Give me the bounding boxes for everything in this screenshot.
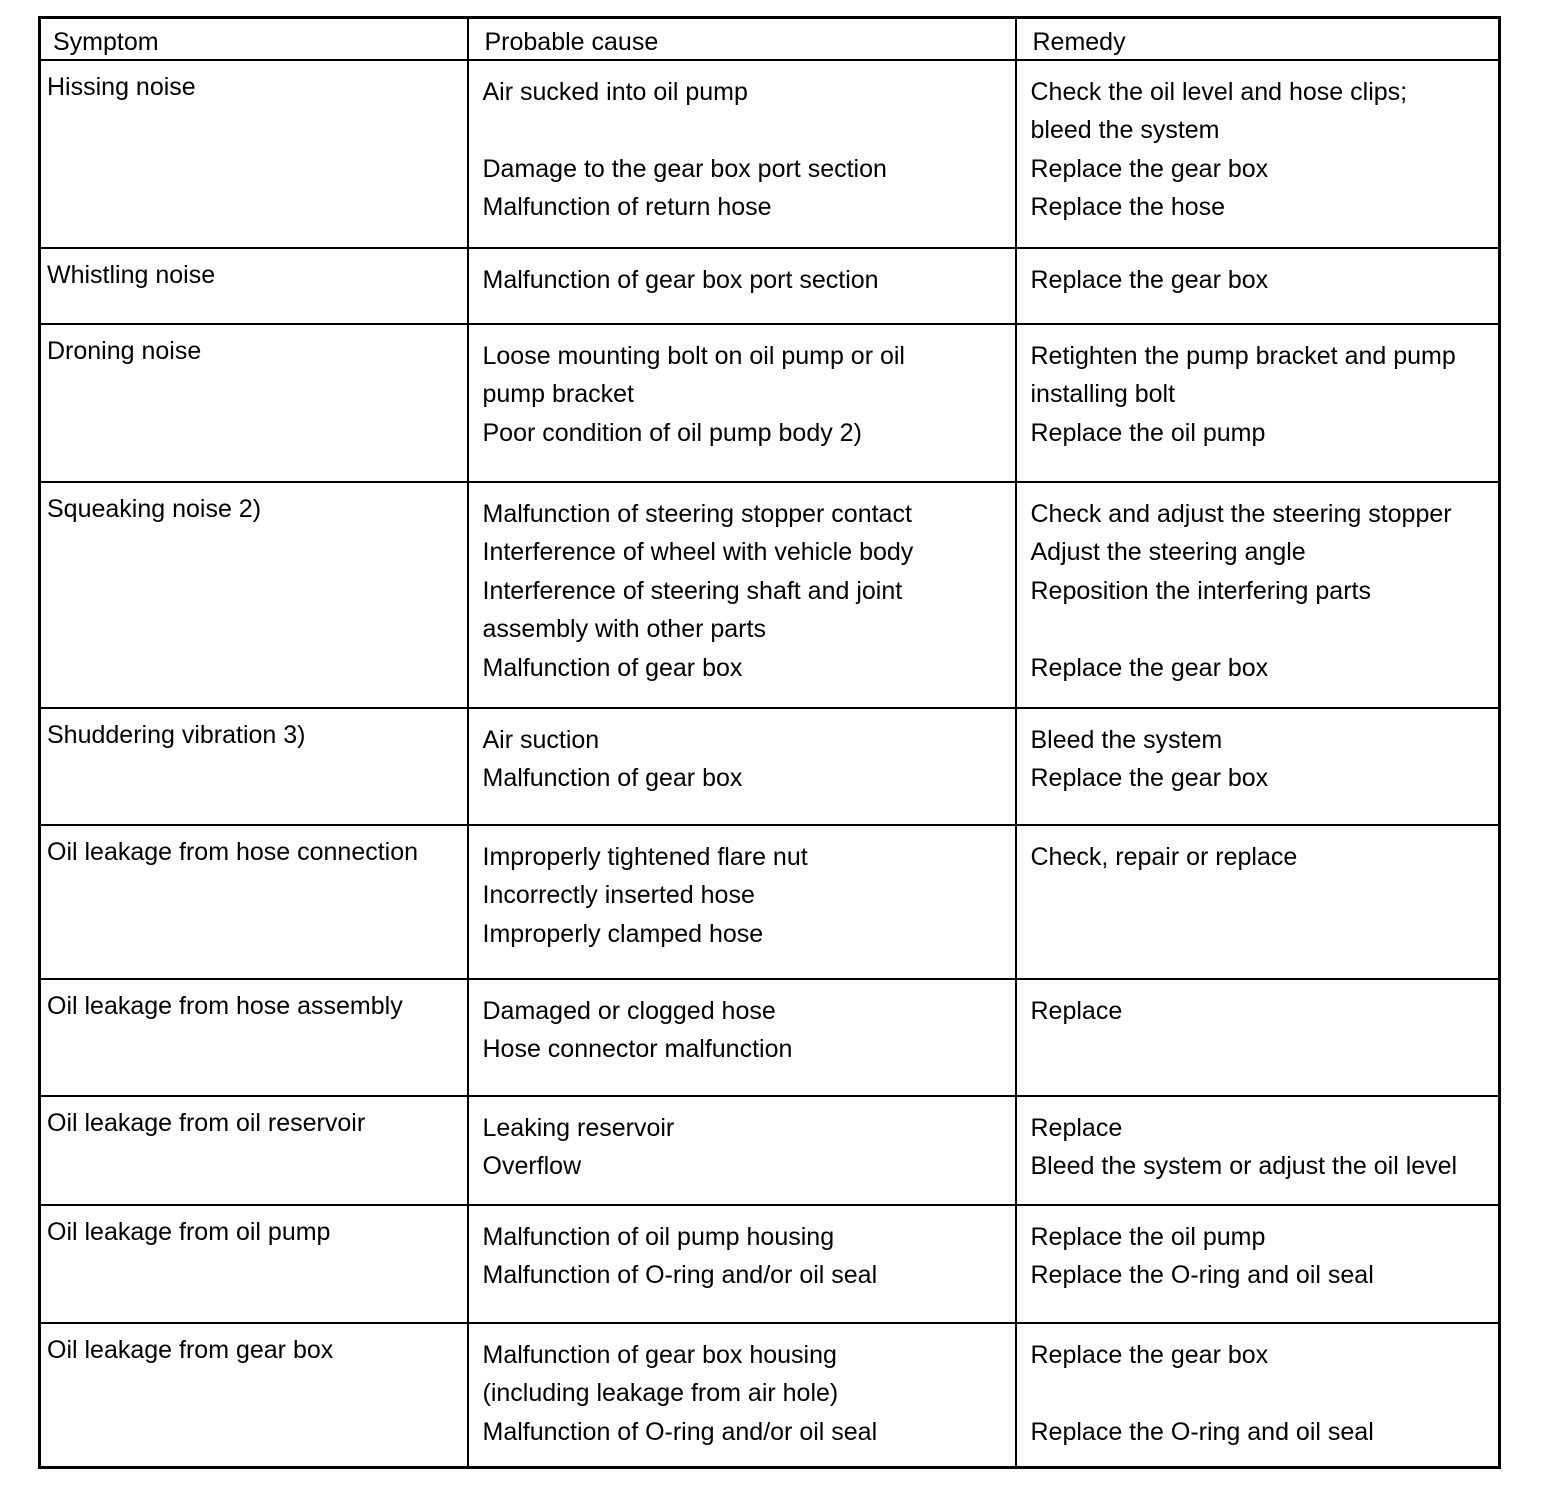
probable-cause-line: Overflow bbox=[482, 1152, 582, 1181]
probable-cause-line: Damaged or clogged hose bbox=[482, 996, 776, 1025]
symptom-cell: Oil leakage from oil reservoir bbox=[40, 1096, 468, 1205]
remedy-line: Reposition the interfering parts bbox=[1030, 576, 1371, 605]
probable-cause-line: Hose connector malfunction bbox=[482, 1035, 793, 1064]
probable-cause-line: Improperly clamped hose bbox=[482, 919, 764, 948]
remedy-line: bleed the system bbox=[1030, 116, 1220, 145]
remedy-line: Replace the gear box bbox=[1030, 653, 1269, 682]
table-row bbox=[40, 324, 1500, 482]
probable-cause-cell bbox=[468, 825, 1016, 979]
probable-cause-line: pump bracket bbox=[482, 380, 634, 409]
probable-cause-line: Malfunction of gear box bbox=[482, 764, 743, 793]
header-probable-cause: Probable cause bbox=[468, 18, 1016, 60]
probable-cause-cell bbox=[468, 248, 1016, 324]
remedy-cell bbox=[1016, 825, 1500, 979]
symptom-cell: Shuddering vibration 3) bbox=[40, 708, 468, 825]
probable-cause-line: Improperly tightened flare nut bbox=[482, 842, 808, 871]
remedy-line: Replace the O-ring and oil seal bbox=[1030, 1261, 1374, 1290]
symptom-cell: Oil leakage from oil pump bbox=[40, 1205, 468, 1323]
probable-cause-line: Malfunction of O-ring and/or oil seal bbox=[482, 1417, 878, 1446]
remedy-line: Bleed the system or adjust the oil level bbox=[1030, 1152, 1458, 1181]
remedy-line: Replace the gear box bbox=[1030, 154, 1269, 183]
probable-cause-line: Interference of steering shaft and joint bbox=[482, 576, 903, 605]
probable-cause-line: Air suction bbox=[482, 725, 600, 754]
probable-cause-line: Leaking reservoir bbox=[482, 1113, 675, 1142]
remedy-cell bbox=[1016, 248, 1500, 324]
probable-cause-line: assembly with other parts bbox=[482, 615, 766, 644]
probable-cause-line: Interference of wheel with vehicle body bbox=[482, 538, 914, 567]
remedy-line bbox=[1031, 610, 1491, 649]
table-row bbox=[40, 60, 1500, 248]
table-row bbox=[40, 979, 1500, 1096]
remedy-line: Bleed the system bbox=[1030, 725, 1223, 754]
remedy-line: Replace the hose bbox=[1030, 193, 1226, 222]
remedy-cell bbox=[1016, 482, 1500, 708]
remedy-line: Adjust the steering angle bbox=[1030, 538, 1306, 567]
symptom-cell: Droning noise bbox=[40, 324, 468, 482]
remedy-cell bbox=[1016, 1323, 1500, 1468]
remedy-cell bbox=[1016, 979, 1500, 1096]
symptom-cell: Oil leakage from hose assembly bbox=[40, 979, 468, 1096]
remedy-line: Check the oil level and hose clips; bbox=[1030, 77, 1408, 106]
probable-cause-line bbox=[483, 111, 1007, 150]
remedy-line: Replace the oil pump bbox=[1030, 418, 1266, 447]
remedy-line: Replace bbox=[1030, 1113, 1123, 1142]
remedy-line: Replace the O-ring and oil seal bbox=[1030, 1417, 1374, 1446]
probable-cause-line: Air sucked into oil pump bbox=[482, 77, 748, 106]
remedy-line: Replace the gear box bbox=[1030, 265, 1269, 294]
table-row bbox=[40, 1096, 1500, 1205]
probable-cause-line: Malfunction of O-ring and/or oil seal bbox=[482, 1261, 878, 1290]
table-body bbox=[40, 60, 1500, 1468]
symptom-cell: Hissing noise bbox=[40, 60, 468, 248]
probable-cause-cell bbox=[468, 60, 1016, 248]
remedy-cell bbox=[1016, 1096, 1500, 1205]
probable-cause-line: Malfunction of gear box bbox=[482, 653, 743, 682]
remedy-line: Check and adjust the steering stopper bbox=[1030, 499, 1452, 528]
probable-cause-line: Incorrectly inserted hose bbox=[482, 881, 755, 910]
probable-cause-line: Malfunction of gear box port section bbox=[482, 265, 879, 294]
probable-cause-cell bbox=[468, 1323, 1016, 1468]
symptom-cell: Oil leakage from hose connection bbox=[40, 825, 468, 979]
remedy-line: Replace bbox=[1030, 996, 1123, 1025]
remedy-cell bbox=[1016, 60, 1500, 248]
symptom-cell: Whistling noise bbox=[40, 248, 468, 324]
table-row bbox=[40, 482, 1500, 708]
symptom-cell: Oil leakage from gear box bbox=[40, 1323, 468, 1468]
probable-cause-line: Loose mounting bolt on oil pump or oil bbox=[482, 341, 905, 370]
troubleshooting-table bbox=[38, 16, 1501, 1469]
probable-cause-line: Poor condition of oil pump body 2) bbox=[482, 418, 862, 447]
probable-cause-line: Malfunction of gear box housing bbox=[482, 1340, 837, 1369]
remedy-cell bbox=[1016, 1205, 1500, 1323]
probable-cause-cell bbox=[468, 482, 1016, 708]
remedy-cell bbox=[1016, 708, 1500, 825]
probable-cause-line: Malfunction of oil pump housing bbox=[482, 1222, 835, 1251]
remedy-line: Replace the gear box bbox=[1030, 764, 1269, 793]
remedy-line: Retighten the pump bracket and pump bbox=[1030, 341, 1456, 370]
table-row bbox=[40, 248, 1500, 324]
table-row bbox=[40, 1205, 1500, 1323]
remedy-line: Replace the oil pump bbox=[1030, 1222, 1266, 1251]
header-remedy: Remedy bbox=[1016, 18, 1500, 60]
table-row bbox=[40, 1323, 1500, 1468]
probable-cause-cell bbox=[468, 1205, 1016, 1323]
remedy-line: installing bolt bbox=[1030, 380, 1176, 409]
remedy-cell bbox=[1016, 324, 1500, 482]
probable-cause-cell bbox=[468, 1096, 1016, 1205]
probable-cause-line: Malfunction of steering stopper contact bbox=[482, 499, 912, 528]
table-row bbox=[40, 825, 1500, 979]
header-row bbox=[40, 18, 1500, 60]
table-row bbox=[40, 708, 1500, 825]
remedy-line: Check, repair or replace bbox=[1030, 842, 1298, 871]
probable-cause-cell bbox=[468, 979, 1016, 1096]
header-symptom: Symptom bbox=[40, 18, 468, 60]
probable-cause-cell bbox=[468, 324, 1016, 482]
probable-cause-line: (including leakage from air hole) bbox=[482, 1379, 839, 1408]
probable-cause-line: Damage to the gear box port section bbox=[482, 154, 887, 183]
symptom-cell: Squeaking noise 2) bbox=[40, 482, 468, 708]
probable-cause-line: Malfunction of return hose bbox=[482, 193, 772, 222]
remedy-line: Replace the gear box bbox=[1030, 1340, 1269, 1369]
probable-cause-cell bbox=[468, 708, 1016, 825]
remedy-line bbox=[1031, 1374, 1491, 1413]
